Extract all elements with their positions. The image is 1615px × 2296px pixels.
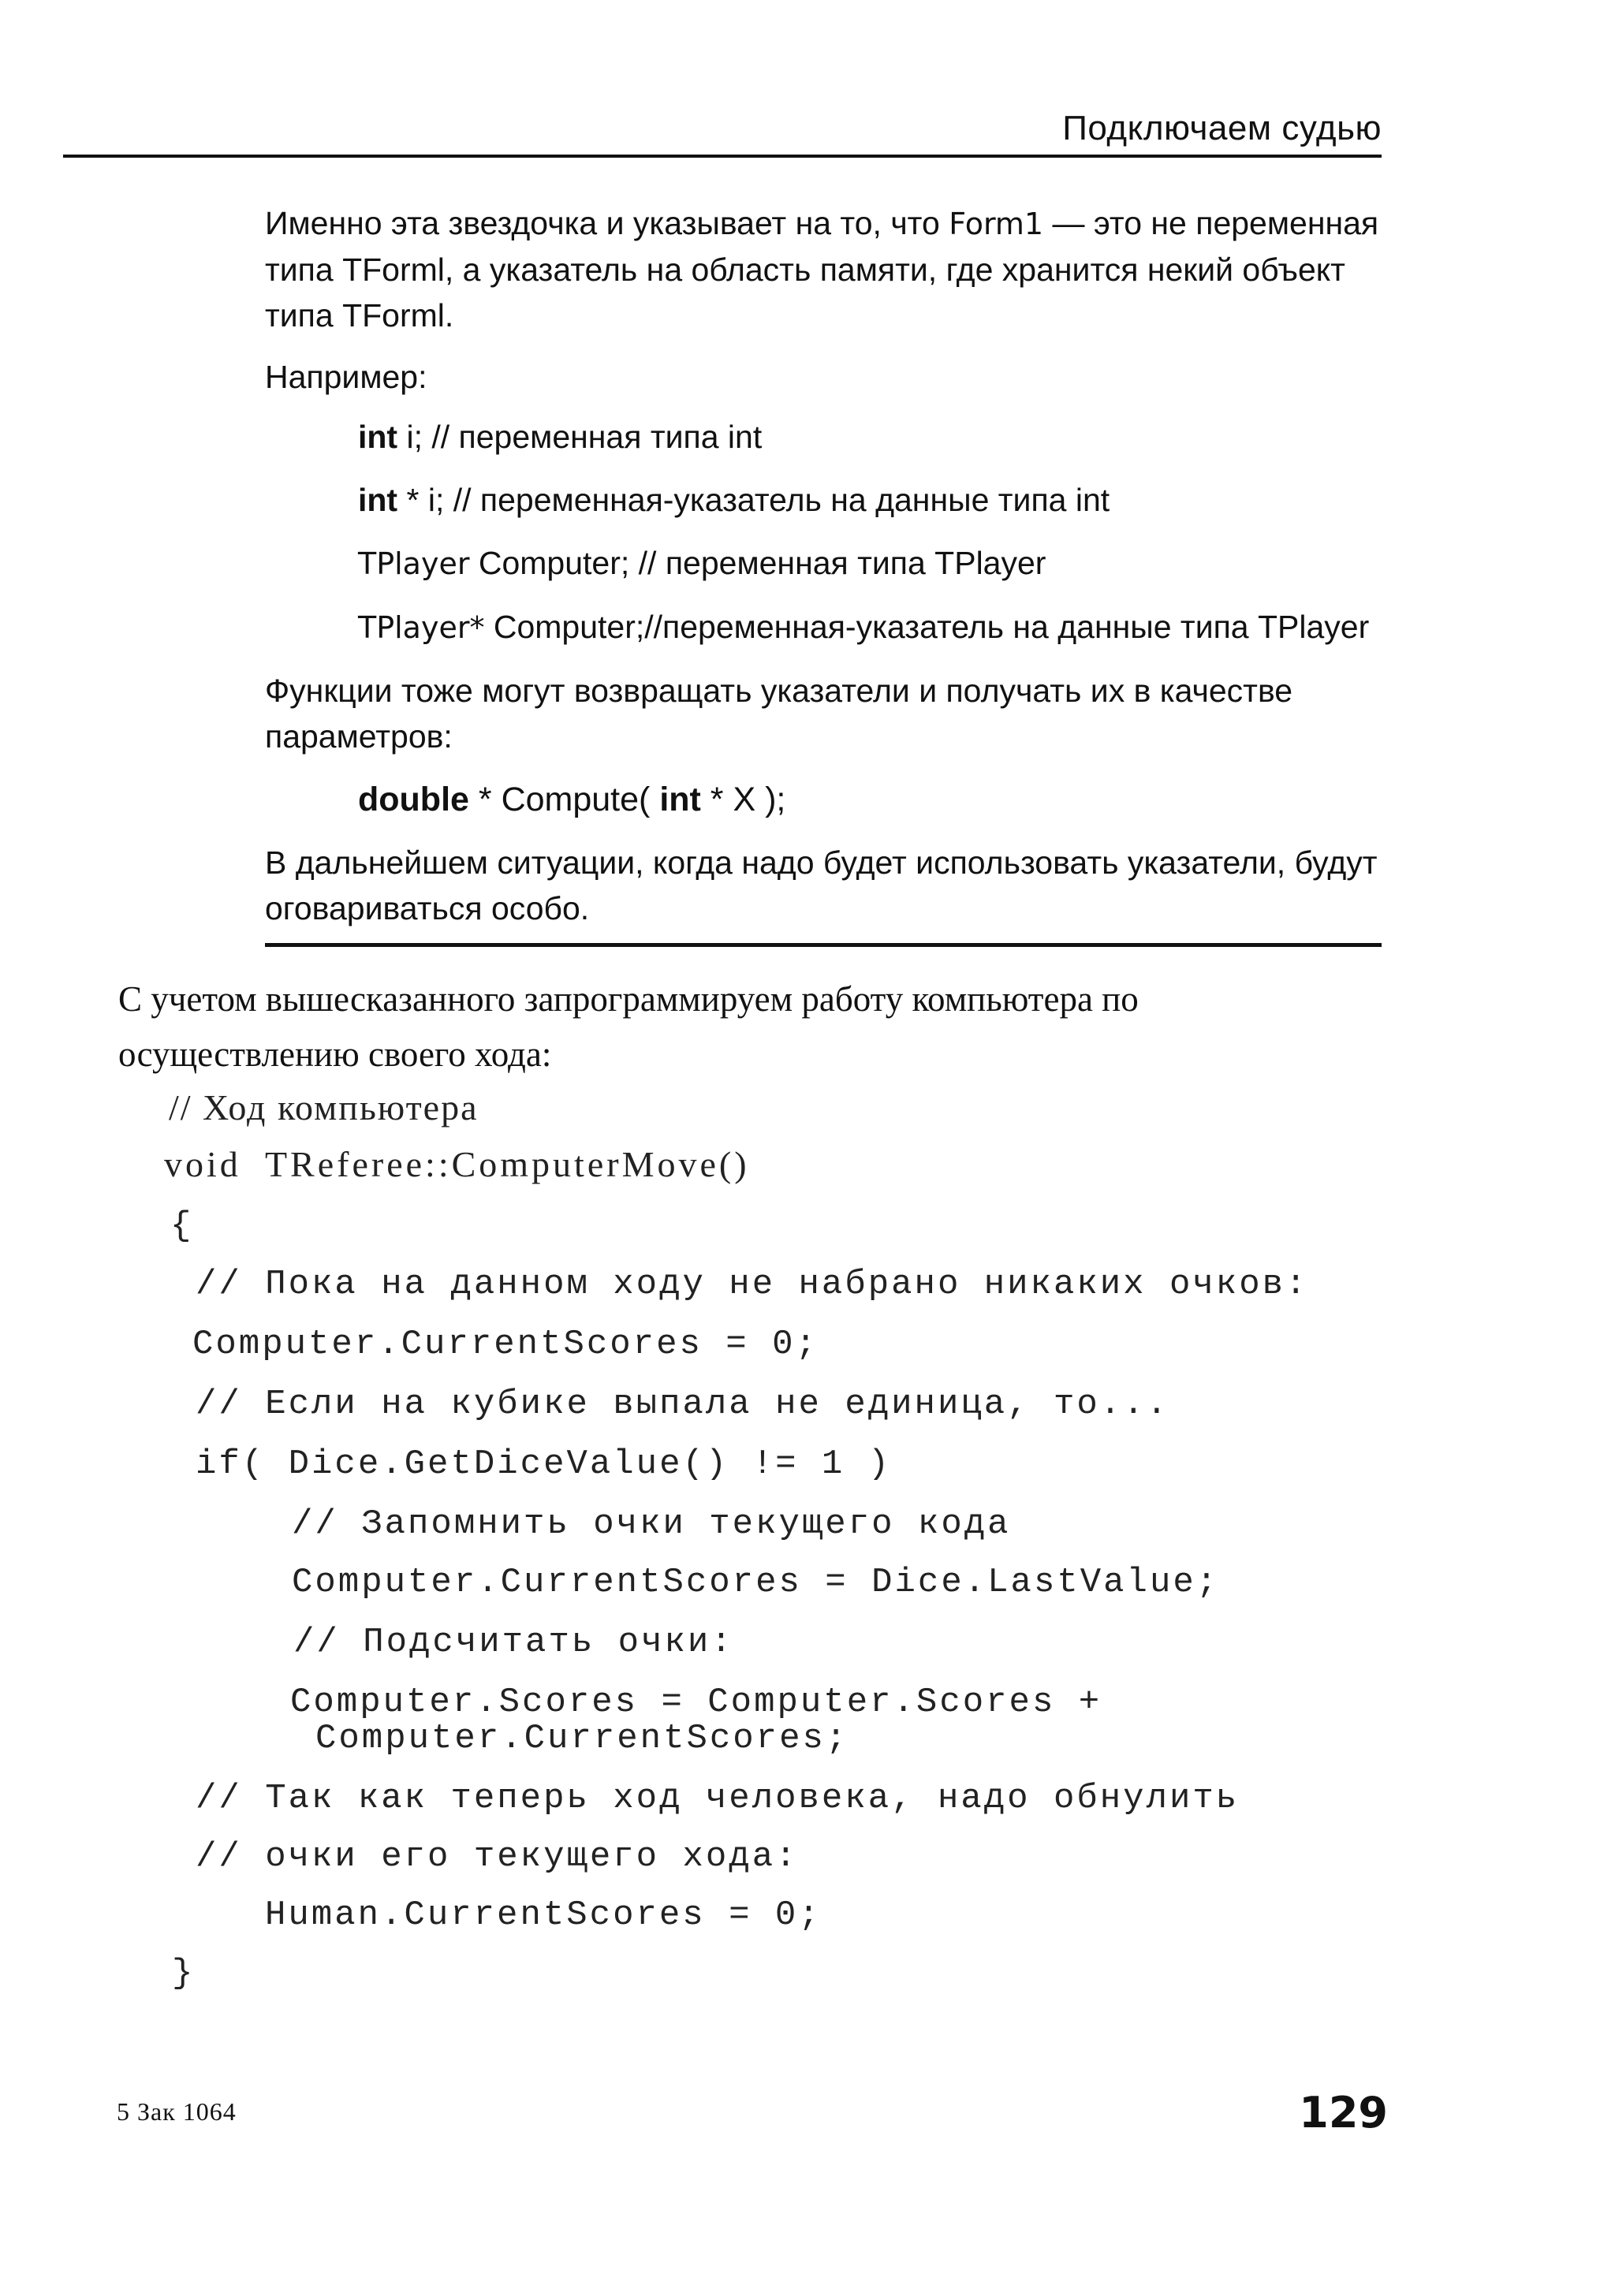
example-rest: i; // переменная типа int [397,419,763,455]
code-line: Human.CurrentScores = 0; [265,1895,822,1935]
running-head: Подключаем судью [1062,109,1382,147]
body-paragraph: С учетом вышесказанного запрограммируем работу компьютера по осуществлению своего хода: [118,979,1139,1074]
code-line: Computer.CurrentScores = 0; [192,1325,819,1364]
example-keyword: int [358,419,398,455]
prototype-mid: * Compute( [468,781,660,818]
example-keyword: TPlayer* [358,610,485,645]
code-line: void TReferee::ComputerMove() [164,1144,750,1184]
note-prototype [358,777,1382,822]
example-rest: Computer;//переменная-указатель на данные типа TPlayer [484,609,1370,645]
note-intro-after: — это не переменная типа TForml, а указатель на область памяти, где хранится некий объект типа TForml. [265,205,1379,334]
note-intro-code: Form1 [949,207,1044,241]
note-box [265,200,1382,931]
footer-print-note: 5 Зак 1064 [117,2097,237,2126]
code-line: // Подсчитать очки: [293,1623,734,1662]
prototype-keyword: double [358,781,469,818]
note-bottom-rule [265,943,1382,947]
note-example-line [358,477,1382,523]
prototype-keyword: int [659,781,701,818]
note-closing-text: В дальнейшем ситуации, когда надо будет использовать указатели, будут оговариваться особо. [265,844,1378,926]
code-line: Computer.CurrentScores; [315,1719,849,1758]
code-line: // Пока на данном ходу не набрано никаких очков: [196,1265,1309,1304]
code-line: // очки его текущего хода: [196,1837,799,1877]
note-example-line [358,540,1382,587]
code-line: // Ход компьютера [169,1087,479,1128]
page-number: 129 [1299,2088,1388,2138]
note-intro-before: Именно эта звездочка и указывает на то, что [265,205,949,241]
code-line: // Запомнить очки текущего кода [292,1504,1011,1544]
code-line: Computer.Scores = Computer.Scores + [290,1683,1102,1722]
example-rest: * i; // переменная-указатель на данные типа int [397,482,1110,518]
note-example-label: Например: [265,359,427,395]
code-line: // Если на кубике выпала не единица, то... [196,1385,1169,1424]
example-rest: Computer; // переменная типа TPlayer [469,545,1046,581]
example-keyword: TPlayer [358,546,470,581]
code-line: Computer.CurrentScores = Dice.LastValue; [292,1563,1220,1602]
note-example-line [358,604,1382,650]
code-line: if( Dice.GetDiceValue() != 1 ) [196,1444,892,1484]
code-line: { [170,1206,194,1246]
prototype-mid: * X ); [700,781,786,818]
note-functions-text: Функции тоже могут возвращать указатели и получать их в качестве параметров: [265,673,1293,755]
code-line: } [172,1954,196,1993]
example-keyword: int [358,482,398,518]
note-intro [265,200,1382,338]
code-line: // Так как теперь ход человека, надо обнулить [196,1779,1240,1818]
note-example-line [358,414,1382,460]
header-rule [63,155,1382,158]
